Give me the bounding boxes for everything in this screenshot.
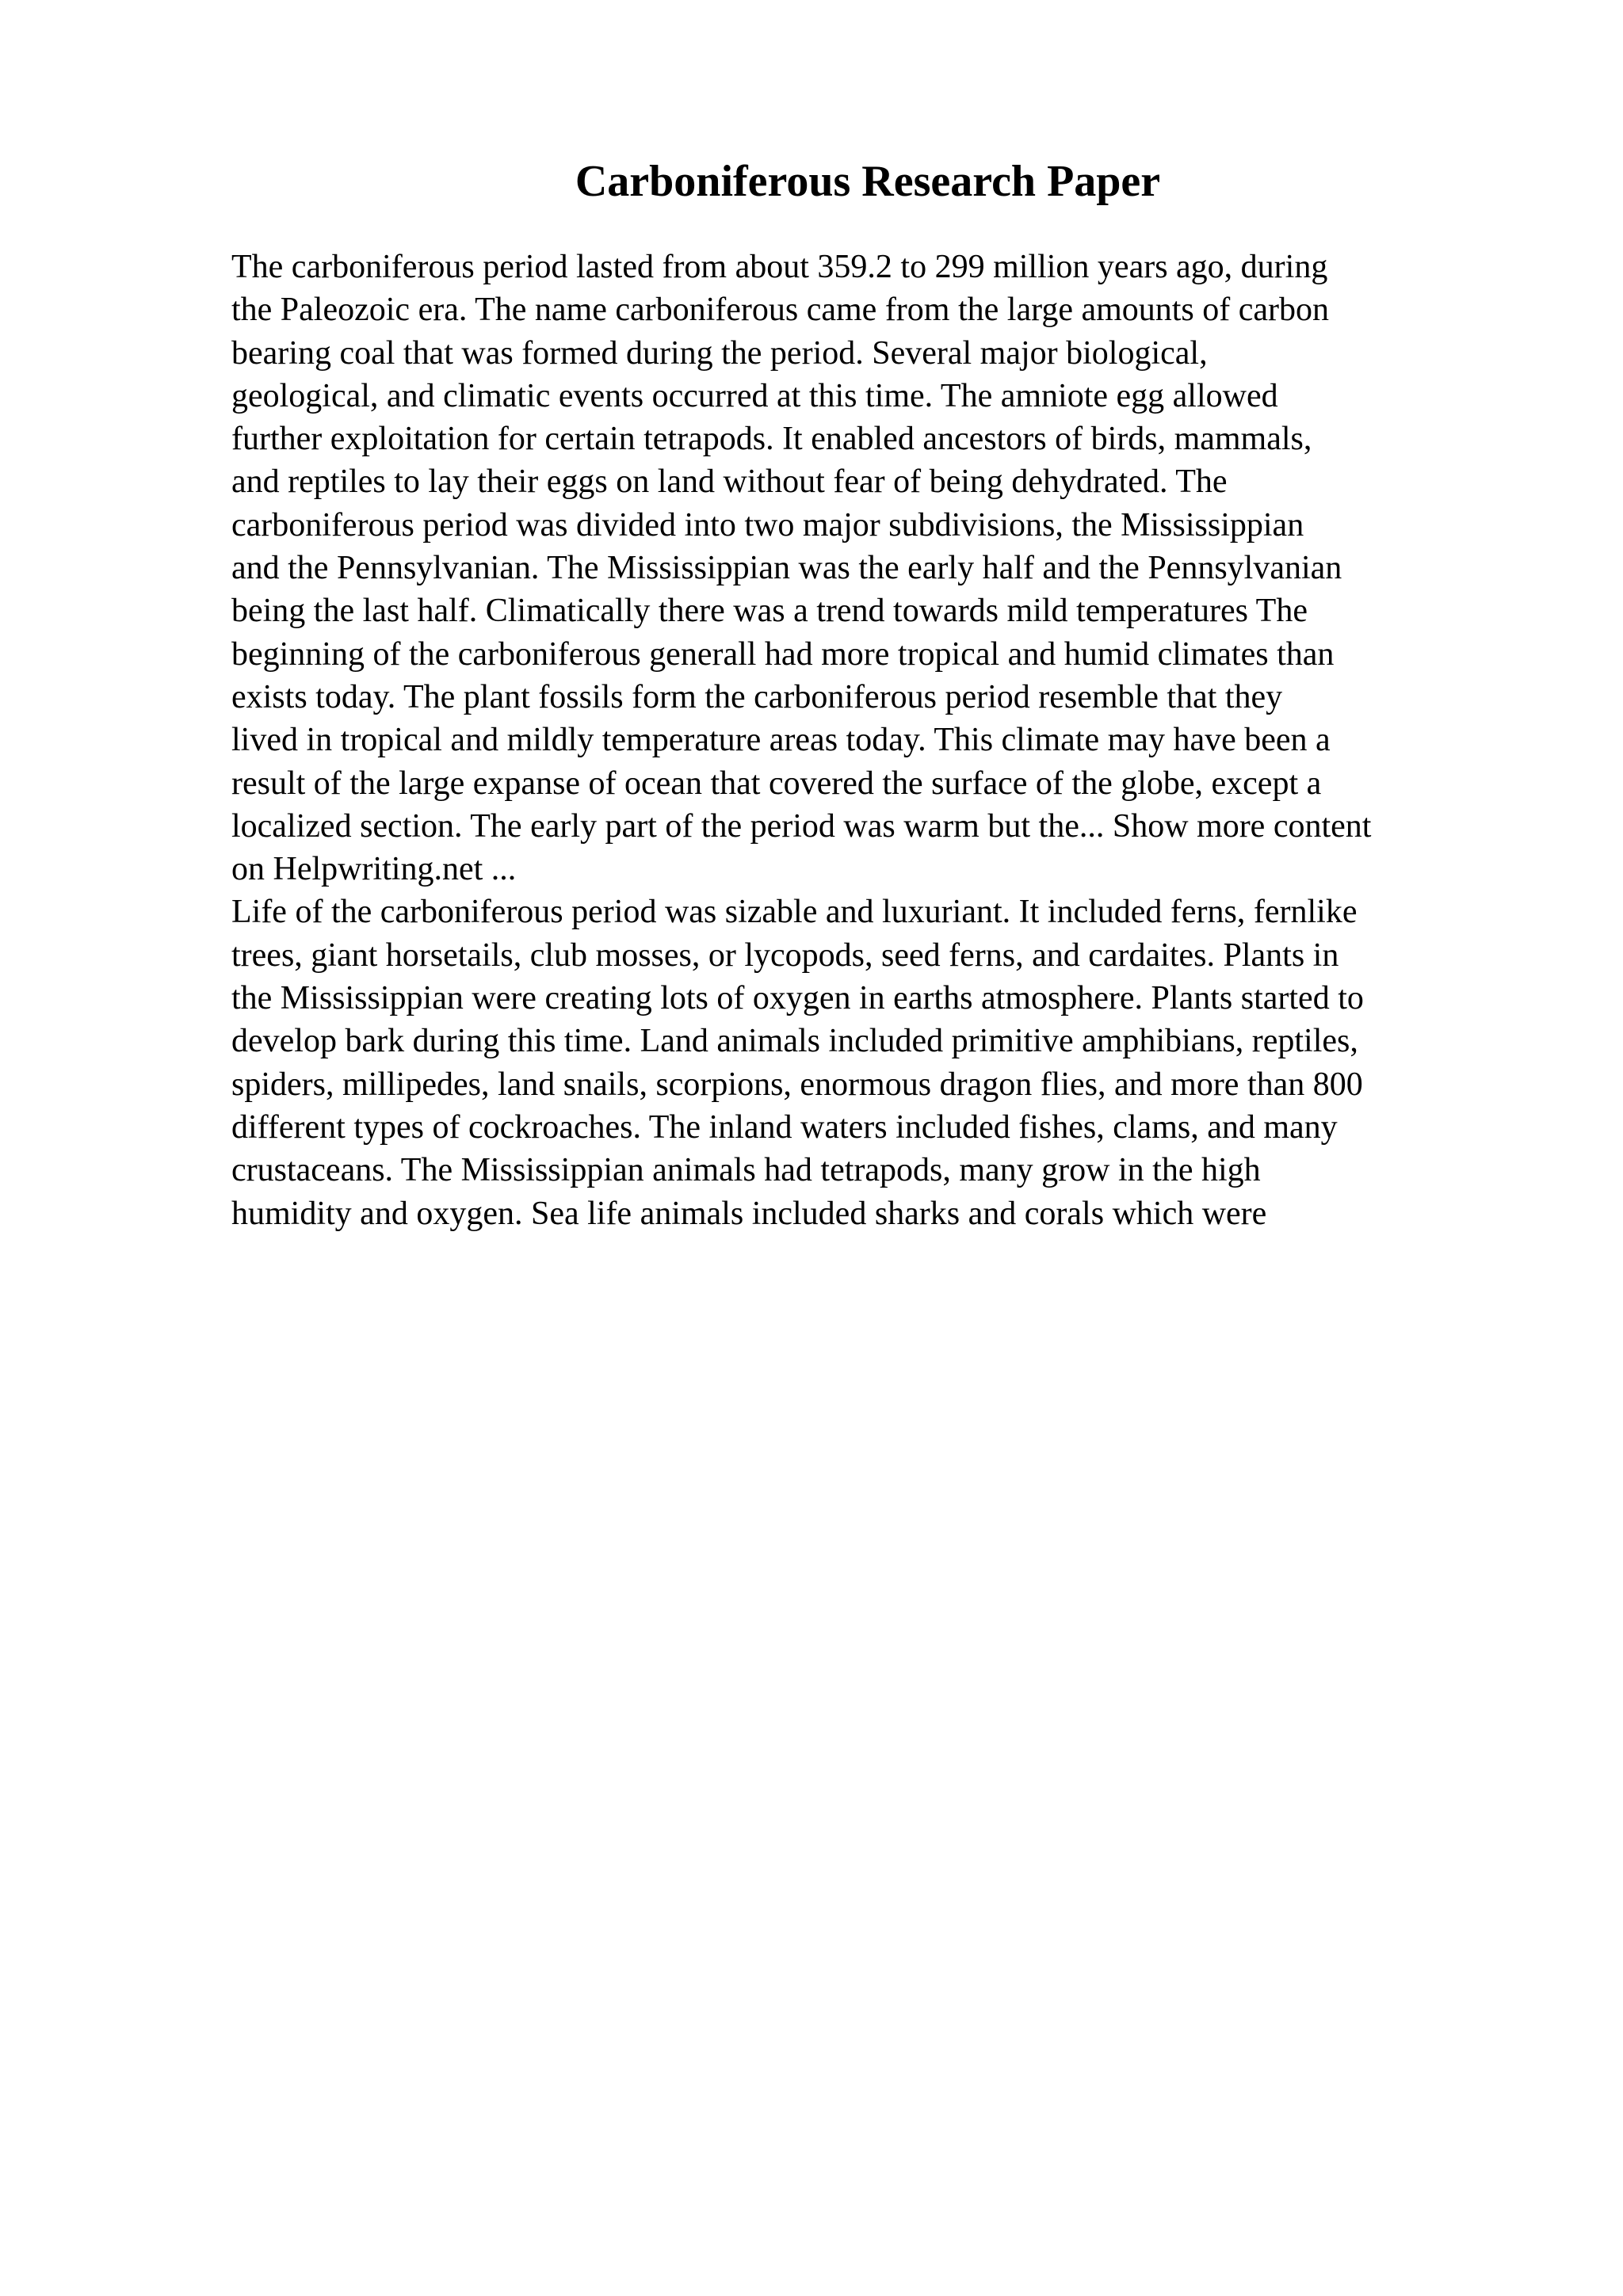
text-line: trees, giant horsetails, club mosses, or lycopods, seed ferns, and cardaites. Plants in [231,936,1339,974]
text-line: The carboniferous period lasted from about 359.2 to 299 million years ago, during [231,249,1328,285]
text-line: lived in tropical and mildly temperature areas today. This climate may have been a [231,722,1331,759]
text-line: Life of the carboniferous period was sizable and luxuriant. It included ferns, fernlike [231,894,1358,931]
text-line: the Paleozoic era. The name carboniferous came from the large amounts of carbon [231,292,1330,329]
text-line: exists today. The plant fossils form the carboniferous period resemble that they [231,678,1283,715]
text-line: result of the large expanse of ocean that covered the surface of the globe, except a [231,765,1322,802]
text-line: and reptiles to lay their eggs on land without fear of being dehydrated. The [231,463,1228,501]
text-line: further exploitation for certain tetrapods. It enabled ancestors of birds, mammals, [231,421,1312,458]
text-line: geological, and climatic events occurred at this time. The amniote egg allowed [231,377,1278,414]
text-line: localized section. The early part of the period was warm but the... Show more content [231,807,1372,845]
text-line: crustaceans. The Mississippian animals had tetrapods, many grow in the high [231,1152,1261,1189]
page-title: Carboniferous Research Paper [575,157,1161,206]
text-line: being the last half. Climatically there was a trend towards mild temperatures The [231,593,1308,630]
text-line: humidity and oxygen. Sea life animals included sharks and corals which were [231,1195,1267,1232]
body-text [231,246,1594,1235]
text-line: on Helpwriting.net ... [231,851,517,888]
text-line: develop bark during this time. Land animals included primitive amphibians, reptiles, [231,1023,1358,1060]
text-line: spiders, millipedes, land snails, scorpions, enormous dragon flies, and more than 800 [231,1066,1363,1103]
text-line: bearing coal that was formed during the period. Several major biological, [231,334,1208,372]
text-line: different types of cockroaches. The inland waters included fishes, clams, and many [231,1108,1338,1146]
text-line: carboniferous period was divided into two major subdivisions, the Mississippian [231,506,1304,543]
text-line: and the Pennsylvanian. The Mississippian was the early half and the Pennsylvanian [231,550,1342,587]
text-line: the Mississippian were creating lots of oxygen in earths atmosphere. Plants started to [231,980,1364,1017]
text-line: beginning of the carboniferous generall had more tropical and humid climates than [231,635,1335,673]
